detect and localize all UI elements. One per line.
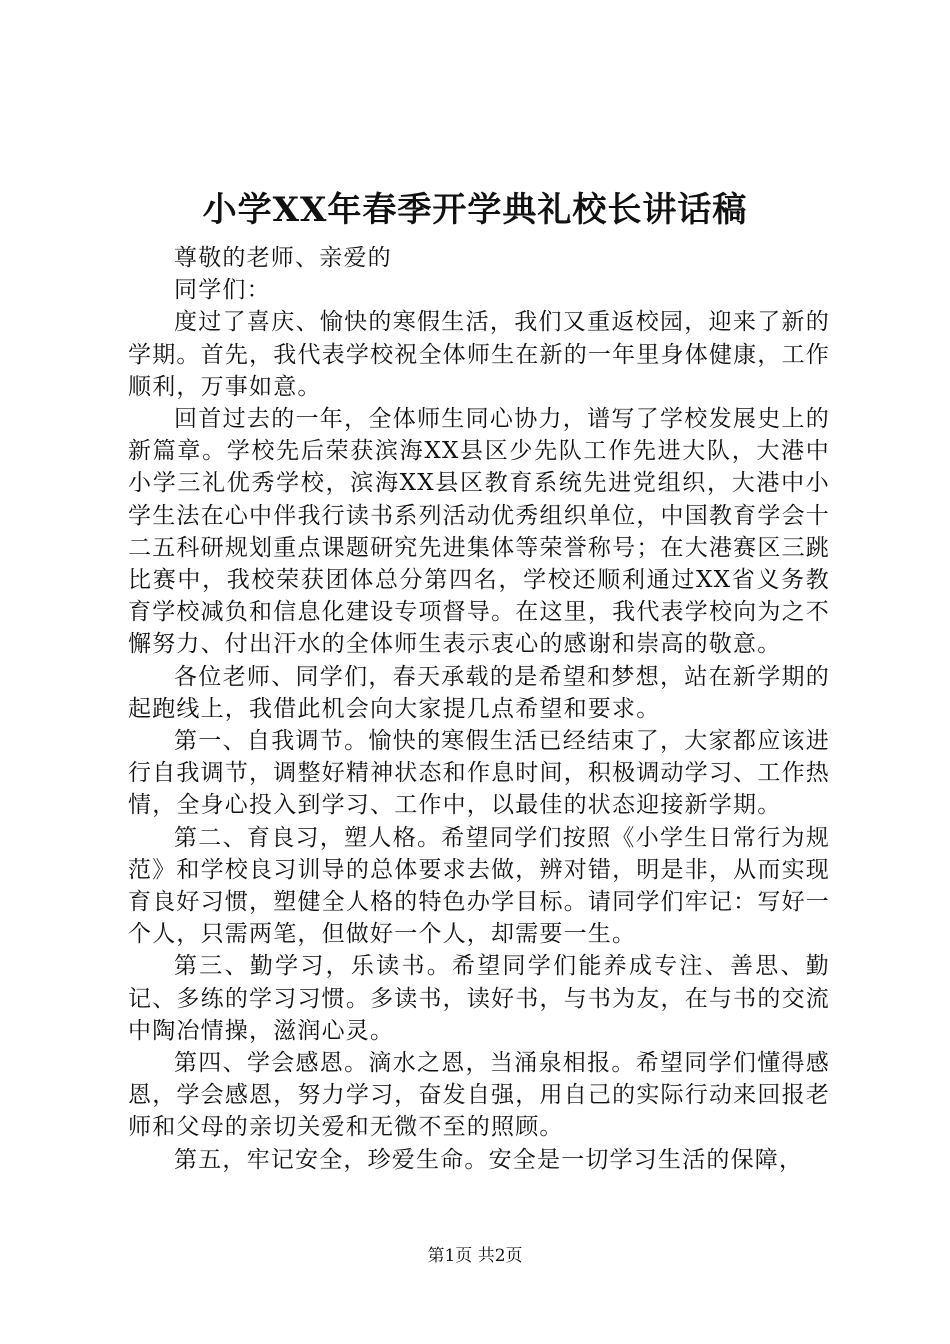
paragraph-opening: 度过了喜庆、愉快的寒假生活，我们又重返校园，迎来了新的学期。首先，我代表学校祝全体师生在新的一年里身体健康，工作顺利，万事如意。 [128, 309, 830, 400]
paragraph-salutation-2: 同学们： [174, 277, 271, 304]
page-number-footer: 第1页 共2页 [427, 1246, 523, 1266]
document-title: 小学XX年春季开学典礼校长讲话稿 [202, 190, 748, 230]
paragraph-point-3: 第三、勤学习，乐读书。希望同学们能养成专注、善思、勤记、多练的学习习惯。多读书，读好书，与书为友，在与书的交流中陶冶情操，滋润心灵。 [128, 953, 830, 1044]
document-body [128, 242, 830, 1176]
paragraph-point-5: 第五，牢记安全，珍爱生命。安全是一切学习生活的保障， [174, 1146, 804, 1173]
paragraph-point-4: 第四、学会感恩。滴水之恩，当涌泉相报。希望同学们懂得感恩，学会感恩，努力学习，奋发自强，用自己的实际行动来回报老师和父母的亲切关爱和无微不至的照顾。 [128, 1050, 830, 1141]
paragraph-review: 回首过去的一年，全体师生同心协力，谱写了学校发展史上的新篇章。学校先后荣获滨海XX县区少先队工作先进大队，大港中小学三礼优秀学校，滨海XX县区教育系统先进党组织，大港中小学生法在心中伴我行读书系列活动优秀组织单位，中国教育学会十二五科研规划重点课题研究先进集体等荣誉称号；在大港赛区三跳比赛中，我校荣获团体总分第四名，学校还顺利通过XX省义务教育学校减负和信息化建设专项督导。在这里，我代表学校向为之不懈努力、付出汗水的全体师生表示衷心的感谢和崇高的敬意。 [128, 406, 830, 658]
paragraph-point-1: 第一、自我调节。愉快的寒假生活已经结束了，大家都应该进行自我调节，调整好精神状态和作息时间，积极调动学习、工作热情，全身心投入到学习、工作中，以最佳的状态迎接新学期。 [128, 728, 830, 819]
paragraph-intro-hopes: 各位老师、同学们，春天承载的是希望和梦想，站在新学期的起跑线上，我借此机会向大家提几点希望和要求。 [128, 663, 830, 722]
paragraph-salutation-1: 尊敬的老师、亲爱的 [174, 245, 392, 271]
paragraph-point-2: 第二、育良习，塑人格。希望同学们按照《小学生日常行为规范》和学校良习训导的总体要求去做，辨对错，明是非，从而实现育良好习惯，塑健全人格的特色办学目标。请同学们牢记：写好一个人，只需两笔，但做好一个人，却需要一生。 [128, 824, 830, 948]
